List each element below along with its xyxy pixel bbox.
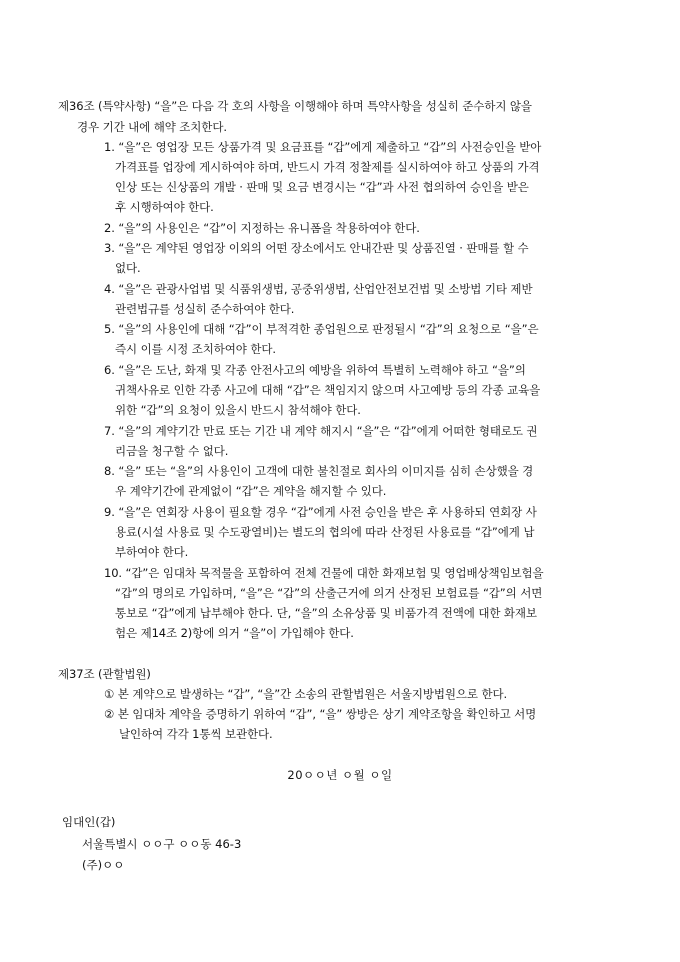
article-36-item-9-line-3: 부하여야 한다. — [115, 545, 189, 559]
article-37-item-2-line-1: ② 본 임대차 계약을 증명하기 위하여 “갑”, “을” 쌍방은 상기 계약조항을 확인하고 서명 — [104, 707, 537, 721]
article-36-item-9-line-1: 9. “을”은 연회장 사용이 필요할 경우 “갑”에게 사전 승인을 받은 후 사용하되 연회장 사 — [104, 505, 537, 519]
article-36-item-10-line-1: 10. “갑”은 임대차 목적물을 포함하여 전체 건물에 대한 화재보험 및 영업배상책임보험을 — [104, 566, 544, 580]
article-37-item-2-line-2: 날인하여 각각 1통씩 보관한다. — [119, 727, 273, 741]
article-36-item-1-line-2: 가격표를 업장에 게시하여야 하며, 반드시 가격 정찰제를 실시하여야 하고 상품의 가격 — [115, 160, 540, 174]
article-36-item-10-line-2: “갑”의 명의로 가입하며, “을”은 “갑”의 산출근거에 의거 산정된 보험료를 “갑”의 서면 — [115, 586, 543, 600]
article-36-item-7-line-1: 7. “을”의 계약기간 만료 또는 기간 내 계약 해지시 “을”은 “갑”에게 어떠한 형태로도 권 — [104, 424, 538, 438]
article-36-item-7-line-2: 리금을 청구할 수 없다. — [115, 444, 229, 458]
article-36-item-1-line-1: 1. “을”은 영업장 모든 상품가격 및 요금표를 “갑”에게 제출하고 “갑”의 사전승인을 받아 — [104, 140, 542, 154]
article-37-item-1-line-1: ① 본 계약으로 발생하는 “갑”, “을”간 소송의 관할법원은 서울지방법원으로 한다. — [104, 687, 508, 701]
article-36-item-8-line-1: 8. “을” 또는 “을”의 사용인이 고객에 대한 불친절로 회사의 이미지를 심히 손상했을 경 — [104, 464, 534, 478]
contract-date: 20ㅇㅇ년 ㅇ월 ㅇ일 — [287, 768, 393, 782]
lessor-address: 서울특별시 ㅇㅇ구 ㅇㅇ동 46-3 — [82, 837, 242, 851]
article-36-item-6-line-1: 6. “을”은 도난, 화재 및 각종 안전사고의 예방을 위하여 특별히 노력해야 하고 “을”의 — [104, 363, 526, 377]
article-36-item-1-line-4: 후 시행하여야 한다. — [115, 200, 214, 214]
article-36-item-8-line-2: 우 계약기간에 관계없이 “갑”은 계약을 해지할 수 있다. — [115, 484, 387, 498]
article-36-title: 제36조 (특약사항) “을”은 다음 각 호의 사항을 이행해야 하며 특약사항을 성실히 준수하지 않을 — [58, 99, 532, 113]
article-36-item-6-line-2: 귀책사유로 인한 각종 사고에 대해 “갑”은 책임지지 않으며 사고예방 등의 각종 교육을 — [115, 383, 541, 397]
article-37-title: 제37조 (관할법원) — [58, 667, 151, 681]
article-36-item-4-line-1: 4. “을”은 관광사업법 및 식품위생법, 공중위생법, 산업안전보건법 및 소방법 기타 제반 — [104, 282, 533, 296]
article-36-item-6-line-3: 위한 “갑”의 요청이 있을시 반드시 참석해야 한다. — [115, 403, 361, 417]
article-36-item-9-line-2: 용료(시설 사용료 및 수도광열비)는 별도의 협의에 따라 산정된 사용료를 “갑”에게 납 — [115, 525, 535, 539]
article-36-item-5-line-1: 5. “을”의 사용인에 대해 “갑”이 부적격한 종업원으로 판정될시 “갑”의 요청으로 “을”은 — [104, 322, 539, 336]
article-36-item-1-line-3: 인상 또는 신상품의 개발 · 판매 및 요금 변경시는 “갑”과 사전 협의하여 승인을 받은 — [115, 180, 529, 194]
article-36-item-3-line-2: 없다. — [115, 261, 141, 275]
article-36-item-10-line-4: 험은 제14조 2)항에 의거 “을”이 가입해야 한다. — [115, 626, 354, 640]
article-36-item-2-line-1: 2. “을”의 사용인은 “갑”이 지정하는 유니폼을 착용하여야 한다. — [104, 221, 420, 235]
lessor-label: 임대인(갑) — [62, 815, 116, 829]
article-36-title-cont: 경우 기간 내에 해약 조치한다. — [77, 120, 227, 134]
lessor-name: (주)ㅇㅇ — [82, 858, 125, 872]
article-36-item-4-line-2: 관련법규를 성실히 준수하여야 한다. — [115, 302, 295, 316]
article-36-item-5-line-2: 즉시 이를 시정 조치하여야 한다. — [115, 342, 276, 356]
article-36-item-10-line-3: 통보로 “갑”에게 납부해야 한다. 단, “을”의 소유상품 및 비품가격 전액에 대한 화재보 — [115, 606, 537, 620]
article-36-item-3-line-1: 3. “을”은 계약된 영업장 이외의 어떤 장소에서도 안내간판 및 상품진열 · 판매를 할 수 — [104, 241, 529, 255]
